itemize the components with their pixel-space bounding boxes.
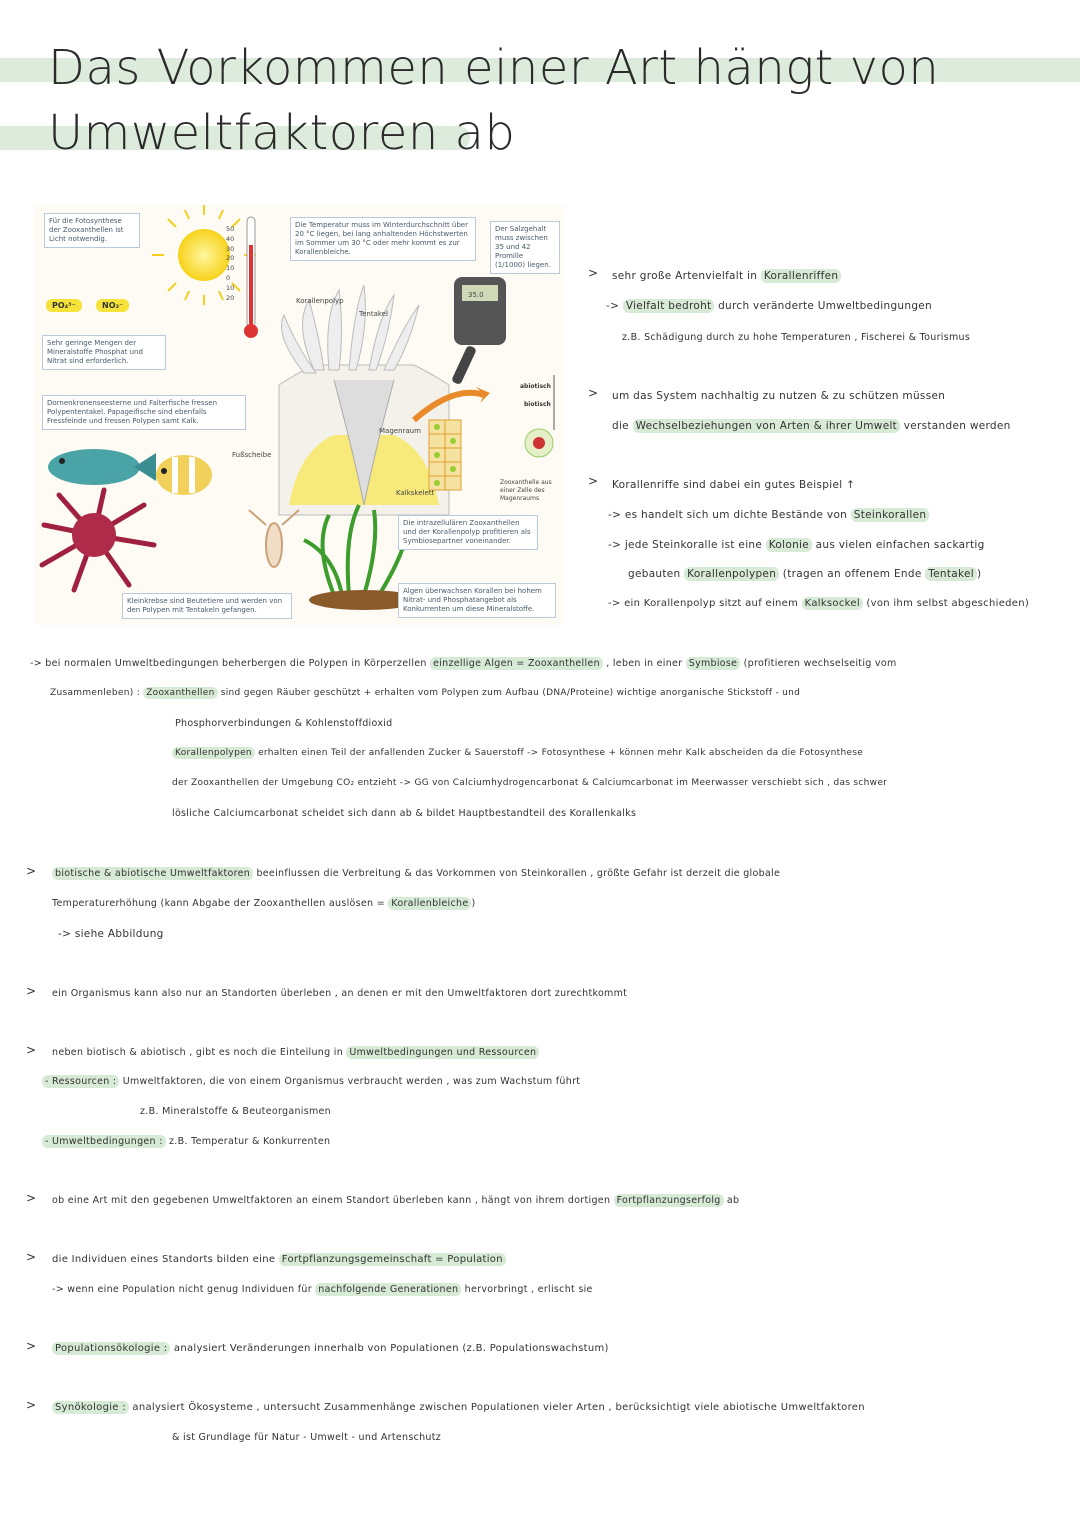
predators-info-box	[42, 395, 246, 430]
note-right-line	[608, 598, 1029, 609]
note-text: Umweltfaktoren, die von einem Organismus verbraucht werden , was zum Wachstum führt	[119, 1076, 581, 1087]
symbiosis-line	[172, 748, 863, 758]
note-highlight: Korallenpolypen	[684, 567, 779, 581]
factors-line	[52, 898, 475, 909]
note-highlight: Symbiose	[686, 657, 741, 670]
note-right-line	[608, 509, 929, 521]
abiotic-tag: abiotisch	[520, 383, 551, 390]
stomach-label: Magenraum	[379, 427, 421, 435]
note-highlight: - Umweltbedingungen :	[42, 1135, 166, 1148]
note-text: sehr große Artenvielfalt in	[612, 270, 758, 282]
note-text: z.B. Temperatur & Konkurrenten	[165, 1136, 331, 1147]
thermo-tick: 30	[226, 244, 235, 253]
note-highlight: Populationsökologie :	[52, 1342, 170, 1355]
note-text: erhalten einen Teil der anfallenden Zucker & Sauerstoff -> Fotosynthese + können mehr Kalk abscheiden da die Fotosynthese	[254, 748, 864, 758]
bullet-marker: >	[588, 474, 599, 488]
note-text: (tragen an offenem Ende	[779, 568, 926, 580]
note-text: die	[612, 420, 633, 432]
salinity-text: Der Salzgehalt muss zwischen 35 und 42 Promille (1/1000) liegen.	[495, 225, 551, 269]
note-highlight: Kalksockel	[802, 597, 863, 610]
note-highlight: einzellige Algen = Zooxanthellen	[430, 657, 603, 670]
reproduction-line	[52, 1195, 739, 1206]
bullet-marker: >	[26, 1398, 37, 1412]
note-text: die Individuen eines Standorts bilden eine	[52, 1254, 279, 1265]
meter-display-value: 35.0	[468, 291, 484, 299]
minerals-text: Sehr geringe Mengen der Mineralstoffe Phosphat und Nitrat sind erforderlich.	[47, 339, 143, 365]
factors-line: -> siehe Abbildung	[58, 928, 164, 940]
note-text: ob eine Art mit den gegebenen Umweltfaktoren an einem Standort überleben kann , hängt von ihrem dortigen	[52, 1195, 614, 1206]
note-text: beeinflussen die Verbreitung & das Vorkommen von Steinkorallen , größte Gefahr ist derzeit die globale	[253, 868, 781, 879]
symbiosis-text: Die intrazellulären Zooxanthellen und der Korallenpolyp profitieren als Symbiosepartner voneinander.	[403, 519, 531, 545]
butterflyfish-illustration	[156, 455, 212, 495]
photosynthesis-text: Für die Fotosynthese der Zooxanthellen ist Licht notwendig.	[49, 217, 124, 243]
note-highlight: Korallenpolypen	[172, 747, 255, 759]
population-ecology-line	[52, 1343, 609, 1354]
thermo-tick: 20	[226, 293, 235, 302]
note-text: (von ihm selbst abgeschieden)	[862, 598, 1030, 609]
classification-line	[42, 1076, 580, 1087]
bullet-marker: >	[26, 864, 37, 878]
thermo-tick: 0	[226, 273, 231, 282]
symbiosis-line: der Zooxanthellen der Umgebung CO₂ entzieht -> GG von Calciumhydrogencarbonat & Calciumcarbonat im Meerwasser verschiebt sich , das schwer	[172, 778, 888, 788]
note-text: neben biotisch & abiotisch , gibt es noch die Einteilung in	[52, 1047, 347, 1058]
tentacle-label: Tentakel	[359, 310, 388, 318]
note-right-line: Korallenriffe sind dabei ein gutes Beispiel ↑	[612, 479, 856, 491]
population-line	[52, 1254, 506, 1265]
note-highlight: Fortpflanzungserfolg	[614, 1194, 724, 1207]
factors-line	[52, 868, 780, 879]
note-highlight: - Ressourcen :	[42, 1075, 119, 1088]
parrotfish-illustration	[48, 449, 156, 485]
bullet-marker: >	[26, 1043, 37, 1057]
bullet-marker: >	[26, 1250, 37, 1264]
population-line	[52, 1284, 593, 1295]
algae-text: Algen überwachsen Korallen bei hohem Nitrat- und Phosphatangebot als Konkurrenten um diese Mineralstoffe.	[403, 587, 542, 613]
note-highlight: Synökologie :	[52, 1401, 129, 1414]
note-text: , leben in einer	[602, 658, 686, 669]
note-text: analysiert Ökosysteme , untersucht Zusammenhänge zwischen Populationen vieler Arten , berücksichtigt viele abiotische Umweltfaktoren	[128, 1402, 865, 1413]
predators-text: Dornenkronenseesterne und Falterfische fressen Polypententakel. Papageifische sind ebenfalls Fressfeinde und fressen Polypen samt Kalk.	[47, 399, 218, 425]
note-text: ->	[606, 300, 623, 312]
symbiosis-line: lösliche Calciumcarbonat scheidet sich dann ab & bildet Hauptbestandteil des Korallenkalks	[172, 808, 637, 819]
note-right-line: z.B. Schädigung durch zu hohe Temperaturen , Fischerei & Tourismus	[622, 332, 971, 343]
classification-line	[42, 1136, 330, 1147]
note-text: ab	[723, 1195, 740, 1206]
polyp-label: Korallenpolyp	[296, 297, 344, 305]
thermometer-scale	[226, 225, 234, 303]
zooxanthella-cell-label	[500, 479, 560, 503]
note-text: -> jede Steinkoralle ist eine	[608, 539, 766, 551]
note-right-line	[628, 568, 981, 580]
page-title-line1: Das Vorkommen einer Art hängt von	[48, 40, 940, 96]
note-text: hervorbringt , erlischt sie	[461, 1284, 593, 1295]
temperature-info-box	[290, 217, 476, 261]
note-highlight: nachfolgende Generationen	[315, 1283, 461, 1296]
note-text: -> ein Korallenpolyp sitzt auf einem	[608, 598, 802, 609]
algae-illustration	[304, 505, 409, 595]
skeleton-label: Kalkskelett	[396, 489, 435, 497]
note-highlight: biotische & abiotische Umweltfaktoren	[52, 867, 253, 880]
note-text: -> es handelt sich um dichte Bestände von	[608, 509, 851, 521]
note-text: Zusammenleben) :	[50, 688, 144, 698]
note-text: analysiert Veränderungen innerhalb von Populationen (z.B. Populationswachstum)	[170, 1343, 609, 1354]
note-highlight: Fortpflanzungsgemeinschaft = Population	[279, 1253, 506, 1266]
page-title-line2: Umweltfaktoren ab	[48, 105, 516, 161]
note-text: -> bei normalen Umweltbedingungen beherbergen die Polypen in Körperzellen	[30, 658, 431, 669]
sun-icon	[152, 205, 256, 305]
note-text: sind gegen Räuber geschützt + erhalten vom Polypen zum Aufbau (DNA/Proteine) wichtige anorganische Stickstoff - und	[217, 688, 801, 698]
note-text: )	[977, 568, 982, 580]
temperature-text: Die Temperatur muss im Winterdurchschnitt über 20 °C liegen, bei lang anhaltenden Höchstwerten im Sommer um 30 °C oder mehr kommt es zur Korallenbleiche.	[295, 221, 468, 256]
thermometer-icon	[244, 217, 258, 338]
note-text: -> wenn eine Population nicht genug Individuen für	[52, 1284, 316, 1295]
note-highlight: Umweltbedingungen und Ressourcen	[346, 1046, 539, 1059]
synecology-line	[52, 1402, 865, 1413]
thermo-tick: 10	[226, 283, 235, 292]
thermo-tick: 40	[226, 234, 235, 243]
note-right-line	[612, 270, 841, 282]
thermo-tick: 10	[226, 264, 235, 273]
bullet-marker: >	[588, 266, 599, 280]
bullet-marker: >	[588, 386, 599, 400]
symbiosis-line	[30, 658, 897, 669]
crown-of-thorns-starfish-illustration	[42, 490, 154, 590]
biotic-tag: biotisch	[524, 401, 551, 408]
algae-info-box	[398, 583, 556, 618]
note-highlight: Vielfalt bedroht	[623, 299, 715, 313]
synecology-line: & ist Grundlage für Natur - Umwelt - und Artenschutz	[172, 1432, 442, 1443]
thermo-tick: 20	[226, 254, 235, 263]
note-highlight: Korallenbleiche	[388, 897, 471, 910]
crustacean-text: Kleinkrebse sind Beutetiere und werden von den Polypen mit Tentakeln gefangen.	[127, 597, 283, 614]
note-right-line	[612, 420, 1011, 432]
crustacean-info-box	[122, 593, 292, 619]
note-text: gebauten	[628, 568, 685, 580]
zooxanthella-cell-icon	[525, 429, 553, 457]
survival-line: ein Organismus kann also nur an Standorten überleben , an denen er mit den Umweltfaktoren dort zurechtkommt	[52, 988, 628, 999]
foot-disc-label: Fußscheibe	[232, 451, 272, 459]
symbiosis-line: Phosphorverbindungen & Kohlenstoffdioxid	[175, 718, 393, 729]
small-crustacean-illustration	[249, 510, 299, 567]
symbiosis-line	[50, 688, 800, 698]
note-right-line	[608, 539, 985, 551]
note-right-line: um das System nachhaltig zu nutzen & zu schützen müssen	[612, 390, 946, 402]
note-text: verstanden werden	[900, 420, 1011, 432]
photosynthesis-info-box	[44, 213, 140, 248]
coral-reef-figure	[34, 205, 564, 625]
minerals-info-box	[42, 335, 166, 370]
note-text: (profitieren wechselseitig vom	[740, 658, 897, 669]
note-right-line	[606, 300, 932, 312]
nitrate-chip: NO₃⁻	[96, 299, 129, 312]
note-highlight: Korallenriffen	[761, 269, 841, 283]
note-highlight: Wechselbeziehungen von Arten & ihrer Umwelt	[633, 419, 901, 433]
zooxanthella-cell-text: Zooxanthelle aus einer Zelle des Magenraums	[500, 479, 552, 502]
salinity-info-box	[490, 221, 560, 274]
bullet-marker: >	[26, 1191, 37, 1205]
phosphate-chip: PO₄³⁻	[46, 299, 82, 312]
note-text: aus vielen einfachen sackartig	[812, 539, 985, 551]
thermo-tick: 50	[226, 225, 235, 233]
note-highlight: Zooxanthellen	[143, 687, 217, 699]
note-text: durch veränderte Umweltbedingungen	[714, 300, 933, 312]
note-highlight: Tentakel	[925, 567, 977, 581]
note-text: Temperaturerhöhung (kann Abgabe der Zooxanthellen auslösen =	[52, 898, 389, 909]
note-highlight: Kolonie	[766, 538, 812, 552]
note-text: )	[471, 898, 476, 909]
symbiosis-info-box	[398, 515, 538, 550]
note-highlight: Steinkorallen	[851, 508, 930, 522]
classification-line	[52, 1047, 539, 1058]
bullet-marker: >	[26, 1339, 37, 1353]
bullet-marker: >	[26, 984, 37, 998]
classification-line: z.B. Mineralstoffe & Beuteorganismen	[140, 1106, 331, 1117]
